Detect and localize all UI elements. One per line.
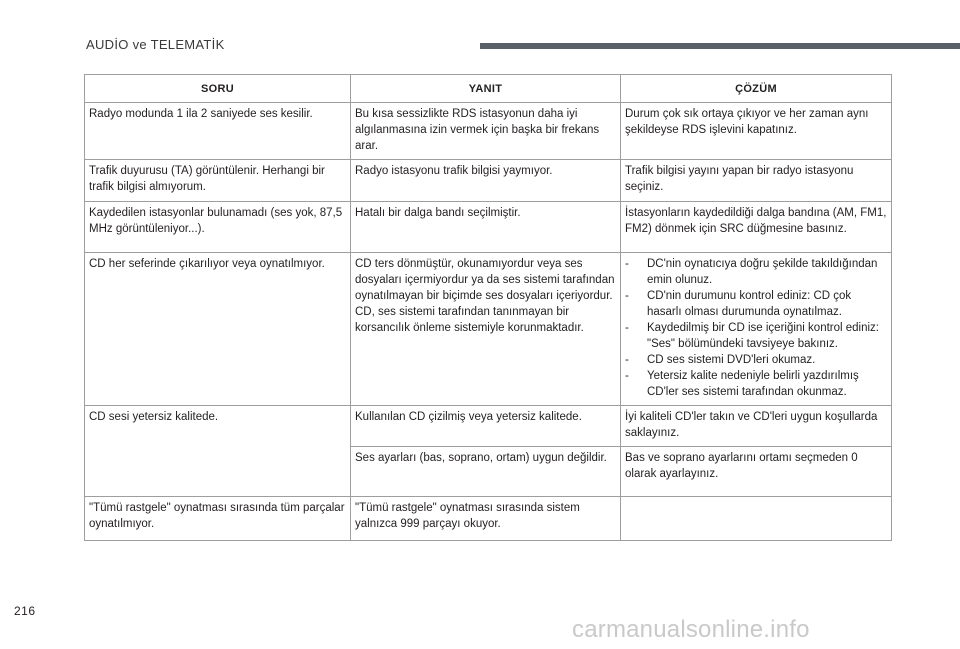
table-row [85, 497, 892, 541]
solution-cell: Durum çok sık ortaya çıkıyor ve her zaman aynı şekildeyse RDS işlevini kapatınız. [621, 103, 892, 160]
answer-cell: Hatalı bir dalga bandı seçilmiştir. [351, 202, 621, 253]
answer-cell: Kullanılan CD çizilmiş veya yetersiz kalitede. [351, 406, 621, 447]
column-header-solution: ÇÖZÜM [621, 75, 892, 103]
table-row [85, 160, 892, 202]
answer-cell [351, 253, 621, 406]
answer-line: CD, ses sistemi tarafından tanınmayan bir korsancılık önleme sistemiyle korunmaktadır. [355, 306, 584, 334]
question-cell: "Tümü rastgele" oynatması sırasında tüm parçalar oynatılmıyor. [85, 497, 351, 541]
solution-list [625, 256, 887, 400]
watermark: carmanualsonline.info [572, 616, 810, 643]
answer-cell: Bu kısa sessizlikte RDS istasyonun daha iyi algılanmasına izin vermek için başka bir frekans arar. [351, 103, 621, 160]
table-row [85, 103, 892, 160]
answer-cell: Radyo istasyonu trafik bilgisi yaymıyor. [351, 160, 621, 202]
question-cell: Kaydedilen istasyonlar bulunamadı (ses yok, 87,5 MHz görüntüleniyor...). [85, 202, 351, 253]
solution-cell: İyi kaliteli CD'ler takın ve CD'leri uygun koşullarda saklayınız. [621, 406, 892, 447]
solution-cell: Trafik bilgisi yayını yapan bir radyo istasyonu seçiniz. [621, 160, 892, 202]
solution-cell [621, 253, 892, 406]
answer-cell: "Tümü rastgele" oynatması sırasında sistem yalnızca 999 parçayı okuyor. [351, 497, 621, 541]
solution-cell: Bas ve soprano ayarlarını ortamı seçmeden 0 olarak ayarlayınız. [621, 447, 892, 497]
solution-item: - CD'nin durumunu kontrol ediniz: CD çok hasarlı olması durumunda oynatılmaz. [625, 288, 887, 320]
answer-line: CD ters dönmüştür, okunamıyordur veya ses dosyaları içermiyordur ya da ses sistemi tarafından oynatılmayan bir biçimde ses dosyaları içeriyordur. [355, 258, 615, 302]
answer-cell: Ses ayarları (bas, soprano, ortam) uygun değildir. [351, 447, 621, 497]
troubleshooting-table [84, 74, 892, 541]
table-row [85, 253, 892, 406]
table-header-row [85, 75, 892, 103]
solution-item: - CD ses sistemi DVD'leri okumaz. [625, 352, 887, 368]
page-number: 216 [14, 604, 36, 618]
header-bar [480, 43, 960, 49]
solution-item: - Yetersiz kalite nedeniyle belirli yazdırılmış CD'ler ses sistemi tarafından okunmaz. [625, 368, 887, 400]
column-header-question: SORU [85, 75, 351, 103]
question-cell: CD sesi yetersiz kalitede. [85, 406, 351, 497]
solution-item: - Kaydedilmiş bir CD ise içeriğini kontrol ediniz: "Ses" bölümündeki tavsiyeye bakınız. [625, 320, 887, 352]
question-cell: CD her seferinde çıkarılıyor veya oynatılmıyor. [85, 253, 351, 406]
table-row [85, 202, 892, 253]
question-cell: Trafik duyurusu (TA) görüntülenir. Herhangi bir trafik bilgisi almıyorum. [85, 160, 351, 202]
section-title: AUDİO ve TELEMATİK [86, 37, 225, 52]
table-row [85, 406, 892, 447]
question-cell: Radyo modunda 1 ila 2 saniyede ses kesilir. [85, 103, 351, 160]
column-header-answer: YANIT [351, 75, 621, 103]
solution-cell: İstasyonların kaydedildiği dalga bandına (AM, FM1, FM2) dönmek için SRC düğmesine basınız. [621, 202, 892, 253]
solution-cell [621, 497, 892, 541]
solution-item: - DC'nin oynatıcıya doğru şekilde takıldığından emin olunuz. [625, 256, 887, 288]
